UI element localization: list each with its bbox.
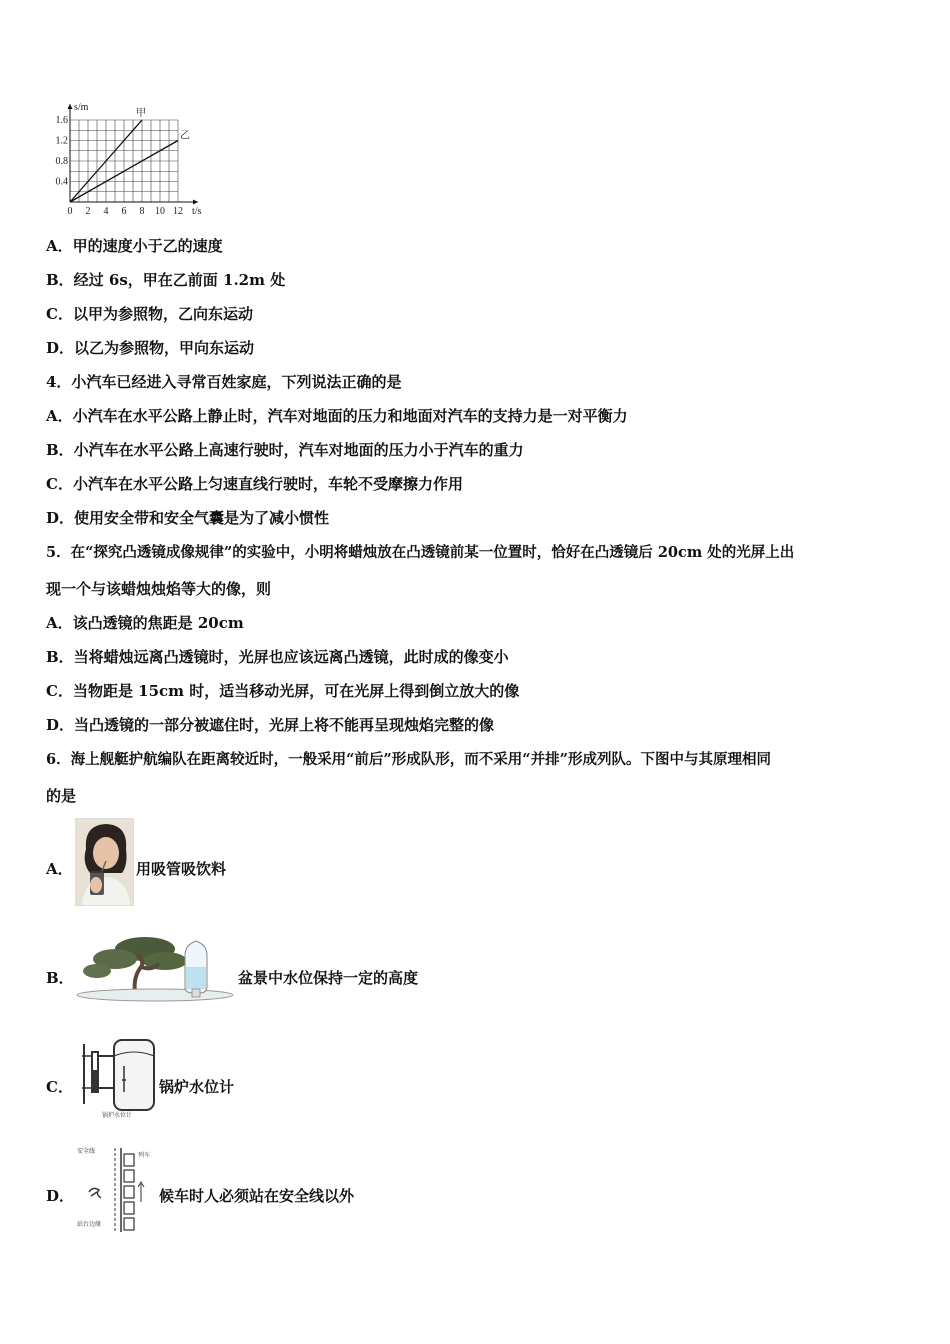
q6-stem-line1: 6．海上舰艇护航编队在距离较近时，一般采用“前后”形成队形，而不采用“并排”形成列队。下图中与其原理相同 bbox=[46, 751, 771, 768]
q6-option-b-label: B． bbox=[46, 969, 74, 987]
series-label-1: 甲 bbox=[136, 108, 146, 119]
q4-option-c: C．小汽车在水平公路上匀速直线行驶时，车轮不受摩擦力作用 bbox=[46, 475, 463, 493]
x-tick-label: 12 bbox=[173, 206, 183, 217]
y-tick-label: 1.2 bbox=[55, 135, 68, 147]
q5-option-d: D．当凸透镜的一部分被遮住时，光屏上将不能再呈现烛焰完整的像 bbox=[46, 716, 495, 734]
y-tick-label: 0.4 bbox=[55, 176, 68, 188]
q4-option-b: B．小汽车在水平公路上高速行驶时，汽车对地面的压力小于汽车的重力 bbox=[46, 441, 524, 459]
boiler-gauge-icon bbox=[78, 1036, 158, 1120]
series-label-2: 乙 bbox=[180, 130, 190, 142]
x-tick-label: 0 bbox=[67, 206, 73, 217]
platform-safety-line-icon bbox=[75, 1144, 157, 1236]
graph-grid bbox=[70, 120, 178, 202]
q5-option-c: C．当物距是 15cm 时，适当移动光屏，可在光屏上得到倒立放大的像 bbox=[46, 682, 520, 700]
q3-option-d: D．以乙为参照物，甲向东运动 bbox=[46, 339, 255, 357]
q6-option-d-label: D． bbox=[46, 1187, 75, 1205]
q3-option-c: C．以甲为参照物，乙向东运动 bbox=[46, 305, 253, 323]
q4-stem: 4．小汽车已经进入寻常百姓家庭，下列说法正确的是 bbox=[46, 373, 402, 391]
x-axis-arrow bbox=[193, 200, 198, 205]
q6-option-c-label: C． bbox=[46, 1078, 73, 1096]
q4-option-d: D．使用安全带和安全气囊是为了减小惯性 bbox=[46, 509, 330, 527]
bonsai-water-bottle-icon bbox=[75, 927, 235, 1007]
q6-option-d-text: 候车时人必须站在安全线以外 bbox=[159, 1187, 355, 1205]
x-tick-label: 8 bbox=[139, 206, 145, 217]
x-tick-label: 10 bbox=[155, 206, 165, 217]
x-tick-label: 6 bbox=[121, 206, 127, 217]
y-tick-label: 1.6 bbox=[55, 115, 68, 126]
y-axis-label: s/m bbox=[74, 102, 89, 113]
y-axis-arrow bbox=[68, 104, 73, 109]
q5-stem-line1: 5．在“探究凸透镜成像规律”的实验中，小明将蜡烛放在凸透镜前某一位置时，恰好在凸透镜后 20cm 处的光屏上出 bbox=[46, 544, 795, 561]
platform-edge-label: 站台边缘 bbox=[77, 1221, 102, 1228]
q6-stem-line2: 的是 bbox=[46, 787, 77, 805]
svg-text:锅炉水位计: 锅炉水位计 bbox=[102, 1112, 133, 1119]
q3-option-a: A．甲的速度小于乙的速度 bbox=[46, 237, 223, 255]
graph-ticks bbox=[56, 102, 202, 217]
x-tick-label: 2 bbox=[85, 206, 91, 217]
q6-option-c-text: 锅炉水位计 bbox=[159, 1078, 235, 1096]
q6-option-a-text: 用吸管吸饮料 bbox=[136, 860, 227, 878]
q6-option-b-text: 盆景中水位保持一定的高度 bbox=[238, 969, 419, 987]
q4-option-a: A．小汽车在水平公路上静止时，汽车对地面的压力和地面对汽车的支持力是一对平衡力 bbox=[46, 407, 628, 425]
safety-line-label: 安全线 bbox=[77, 1148, 96, 1155]
person-drinking-straw-icon bbox=[75, 818, 134, 906]
q5-option-a: A．该凸透镜的焦距是 20cm bbox=[46, 614, 244, 632]
train-label: 列车 bbox=[138, 1152, 151, 1159]
q5-stem-line2: 现一个与该蜡烛烛焰等大的像，则 bbox=[46, 580, 272, 598]
x-axis-label: t/s bbox=[192, 206, 202, 217]
y-tick-label: 0.8 bbox=[55, 156, 68, 167]
x-tick-label: 4 bbox=[103, 206, 109, 217]
q3-option-b: B．经过 6s，甲在乙前面 1.2m 处 bbox=[46, 271, 286, 289]
q6-option-a-label: A． bbox=[46, 860, 73, 878]
q5-option-b: B．当将蜡烛远离凸透镜时，光屏也应该远离凸透镜，此时成的像变小 bbox=[46, 648, 509, 666]
st-graph bbox=[48, 100, 208, 218]
